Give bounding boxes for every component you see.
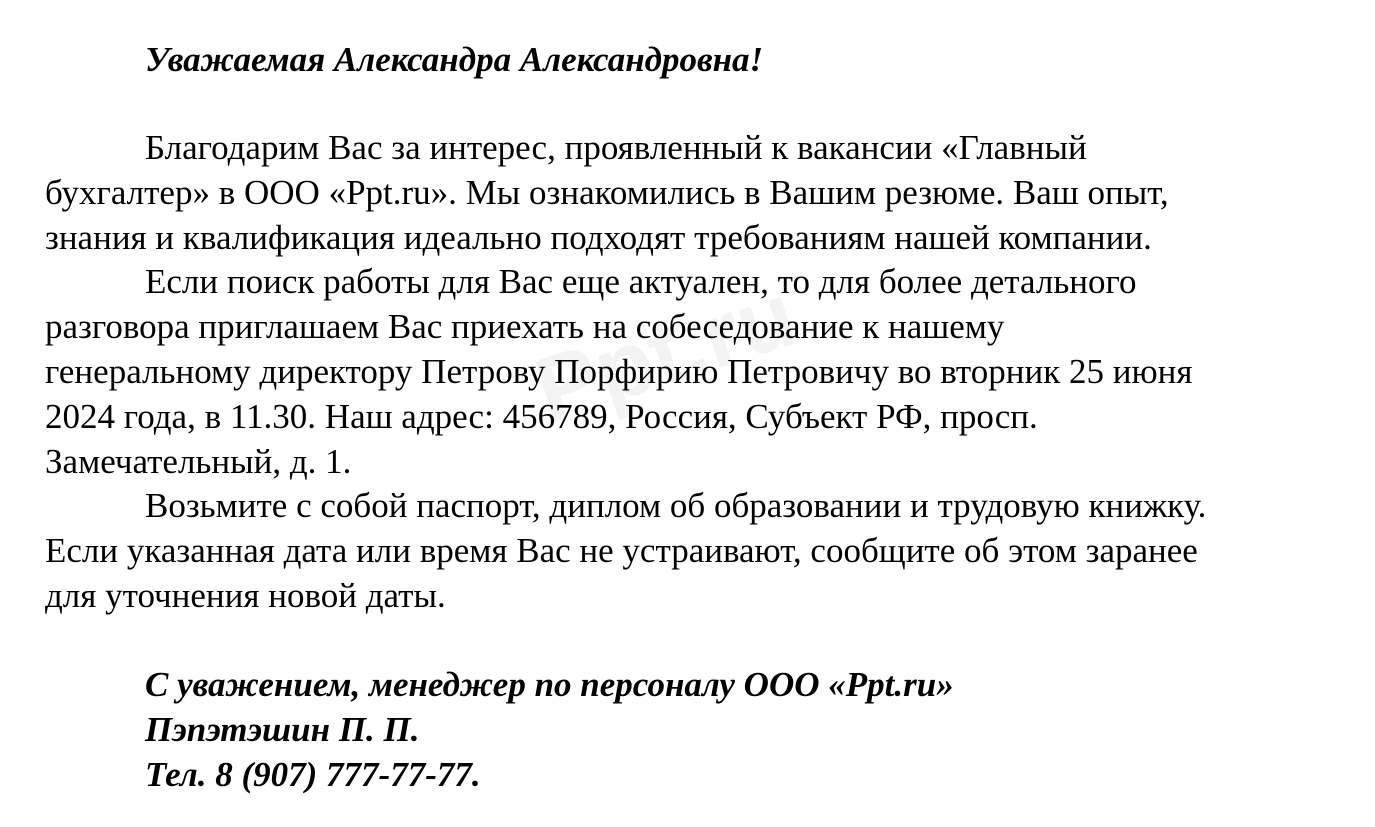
paragraph-3-line: Если указанная дата или время Вас не устраивают, сообщите об этом заранее (45, 531, 1198, 570)
paragraph-3-line: Возьмите с собой паспорт, диплом об образовании и трудовую книжку. (145, 486, 1207, 525)
paragraph-3-line: для уточнения новой даты. (45, 576, 446, 615)
signature-phone: Тел. 8 (907) 777-77-77. (145, 755, 481, 794)
paragraph-2-line: 2024 года, в 11.30. Наш адрес: 456789, Россия, Субъект РФ, просп. (45, 397, 1038, 436)
paragraph-2-line: генеральному директору Петрову Порфирию Петровичу во вторник 25 июня (45, 352, 1193, 391)
paragraph-1-line: бухгалтер» в ООО «Ppt.ru». Мы ознакомились в Вашим резюме. Ваш опыт, (45, 173, 1169, 212)
paragraph-2-line: Если поиск работы для Вас еще актуален, то для более детального (145, 262, 1137, 301)
paragraph-1-line: Благодарим Вас за интерес, проявленный к вакансии «Главный (145, 128, 1087, 167)
paragraph-1-line: знания и квалификация идеально подходят требованиям нашей компании. (45, 218, 1152, 257)
signature-closing: С уважением, менеджер по персоналу ООО «Ppt.ru» (145, 665, 954, 704)
salutation: Уважаемая Александра Александровна! (145, 40, 764, 79)
paragraph-2-line: Замечательный, д. 1. (45, 442, 352, 481)
signature-name: Пэпэтэшин П. П. (145, 710, 420, 749)
paragraph-2-line: разговора приглашаем Вас приехать на собеседование к нашему (45, 307, 1005, 346)
